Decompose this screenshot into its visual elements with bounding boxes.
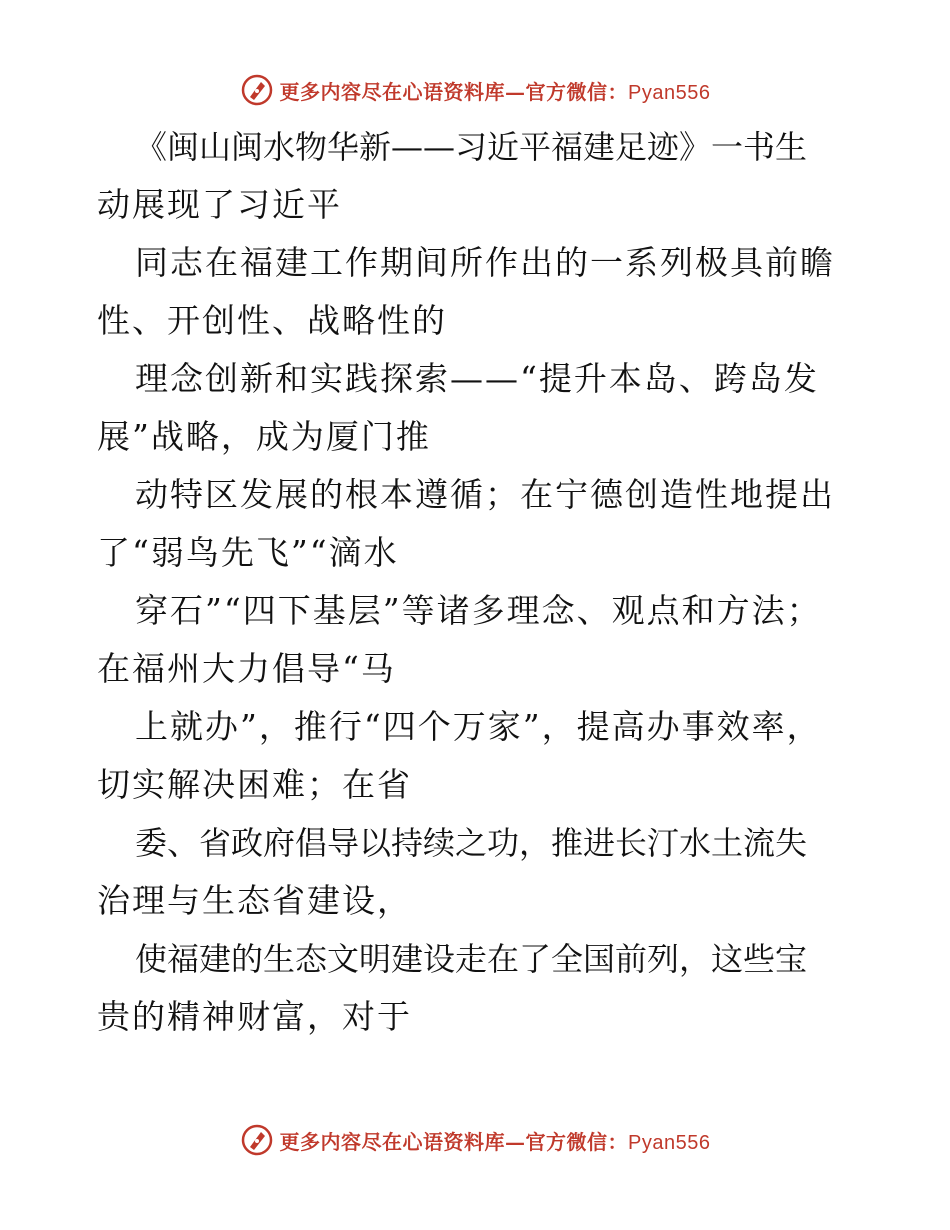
watermark-text: 更多内容尽在心语资料库—官方微信：Pyan556 (279, 79, 711, 104)
footer-watermark (0, 1120, 950, 1160)
text-line: 贵的精神财富，对于 (97, 997, 412, 1036)
text-line: 同志在福建工作期间所作出的一系列极具前瞻 (135, 243, 835, 282)
text-line: 上就办”，推行“四个万家”，提高办事效率， (135, 707, 822, 746)
text-line: 了“弱鸟先飞”“滴水 (97, 533, 399, 572)
text-line: 穿石”“四下基层”等诸多理念、观点和方法； (135, 591, 822, 630)
text-line: 在福州大力倡导“马 (97, 649, 396, 688)
pen-nib-circle-icon (240, 73, 274, 107)
text-line: 治理与生态省建设， (97, 881, 412, 920)
text-line: 《闽山闽水物华新——习近平福建足迹》一书生 (135, 128, 808, 166)
text-line: 动特区发展的根本遵循；在宁德创造性地提出 (135, 475, 835, 514)
watermark-contact: Pyan556 (628, 81, 711, 104)
text-line: 理念创新和实践探索——“提升本岛、跨岛发 (135, 359, 819, 398)
watermark-contact: Pyan556 (628, 1131, 711, 1154)
document-body (97, 118, 857, 1046)
text-line: 展”战略，成为厦门推 (97, 417, 431, 456)
text-line: 动展现了习近平 (97, 185, 342, 224)
text-line: 委、省政府倡导以持续之功，推进长汀水土流失 (135, 824, 808, 862)
header-watermark (0, 70, 950, 110)
pen-nib-circle-icon (240, 1123, 274, 1157)
text-line: 切实解决困难；在省 (97, 765, 412, 804)
text-line: 使福建的生态文明建设走在了全国前列，这些宝 (135, 940, 808, 978)
watermark-text: 更多内容尽在心语资料库—官方微信：Pyan556 (279, 1129, 711, 1154)
text-line: 性、开创性、战略性的 (97, 301, 447, 340)
